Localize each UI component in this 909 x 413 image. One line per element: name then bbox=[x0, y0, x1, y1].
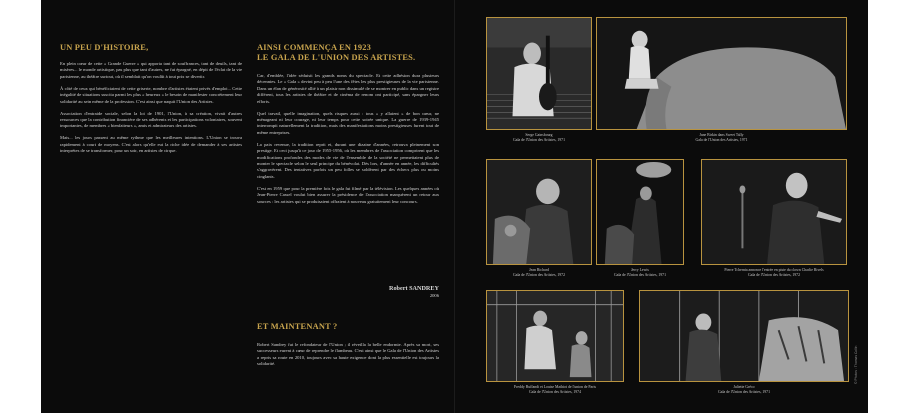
caption-title: Pierre Tchernia annonce l'entrée en piste du clown Charlie Rivels bbox=[724, 268, 824, 272]
history-paragraph: Association d'entraide sociale, selon la loi de 1901, l'Union, à sa création, vivait d'autres ressources que la contribution financière de ses adhérents et les participations volontaires, souvent importantes, de membres « bienfaiteurs », amis et admirateurs des artistes. bbox=[60, 110, 242, 129]
photo-birkin-elephant-image bbox=[597, 18, 846, 129]
photo-jerry-lewis-image bbox=[597, 160, 683, 264]
signature-name: Robert SANDREY bbox=[388, 285, 439, 292]
gala-heading bbox=[257, 43, 415, 63]
now-heading: ET MAINTENANT ? bbox=[257, 322, 338, 331]
history-heading: UN PEU D'HISTOIRE, bbox=[60, 43, 149, 52]
caption-title: Freddy Buffandi et Louise Mathiot de l'union de Paris bbox=[513, 385, 597, 389]
photo-jerry-lewis bbox=[596, 159, 684, 265]
caption-event: Gala de l'Union des Artistes, 1971 bbox=[614, 273, 666, 277]
caption-greco bbox=[639, 385, 849, 395]
gala-heading-line2: LE GALA DE L'UNION DES ARTISTES. bbox=[257, 53, 416, 62]
caption-title: Jean Richard bbox=[529, 268, 549, 272]
gala-text bbox=[257, 73, 439, 211]
caption-jerry-lewis bbox=[596, 268, 684, 278]
history-text bbox=[60, 61, 242, 160]
gala-paragraph: C'est en 1959 que pour la première fois le gala fut filmé par la télévision. Les quelques années où Jean-Pierre Cassel voulut bien assurer la présidence de l'association marquèrent un retour aux sources : les artistes qui se produisaient offraient à nouveau gratuitement leur concours. bbox=[257, 185, 439, 204]
history-paragraph: Mais... les jours passent au même rythme que les meilleures intentions. L'Union se trouva rapidement à court de moyens. C'est alors qu'elle eut la riche idée de demander à ses artistes interprètes de se transformer, pour un soir, en artistes de cirque. bbox=[60, 135, 242, 154]
signature bbox=[341, 285, 439, 299]
caption-event: Gala de l'Union des Artistes, 1971 bbox=[718, 390, 770, 394]
caption-title: Juliette Gréco bbox=[733, 385, 755, 389]
caption-tchernia bbox=[701, 268, 847, 278]
signature-year: 2006 bbox=[429, 293, 439, 298]
now-text bbox=[257, 342, 439, 373]
page-fold bbox=[454, 0, 455, 413]
gala-heading-line1: AINSI COMMENÇA EN 1923 bbox=[257, 43, 371, 52]
photo-buffandi-image bbox=[487, 291, 623, 381]
gala-paragraph: Quel travail, quelle imagination, quels risques aussi : tous « y allaient » de bon cœur, ne ménageant ni leur courage, ni leur temps pour cette soirée unique. La guerre de 1939-1945 interrompit naturellement la tradition, mais des manifestations moins prestigieuses furent tout de même entreprises. bbox=[257, 110, 439, 135]
photo-jean-richard-image bbox=[487, 160, 591, 264]
caption-event: Gala de l'Union des Artistes, 1972 bbox=[513, 273, 565, 277]
photo-birkin-elephant bbox=[596, 17, 847, 130]
caption-event: Gala de l'Union des Artistes, 1971 bbox=[695, 138, 748, 142]
caption-event: Gala de l'Union des Artistes, 1972 bbox=[748, 273, 800, 277]
caption-title: Jane Birkin dans Sweet Tally bbox=[699, 133, 744, 137]
history-paragraph: En plein cœur de cette « Grande Guerre » qui apporta tant de souffrances, tant de deuils, tant de misères... le monde artistique, pas plus que tant d'autres, ne fut épargné, en dépit de l'éclat de la vie parisienne, au théâtre surtout, où il semblait qu'on voulût à tout prix se divertir. bbox=[60, 61, 242, 79]
caption-event: Gala de l'Union des Artistes, 1974 bbox=[529, 390, 581, 394]
photo-tchernia-image bbox=[702, 160, 846, 264]
gala-paragraph: Car, d'emblée, l'idée séduisit les grands noms du spectacle. Et cette adhésion dura plusieurs décennies. Le « Gala » devint peu à peu l'une des fêtes les plus prestigieuses de la vie parisienne. Dans un élan de générosité allié à un plaisir non dissimulé de se montrer en public dans un registre différent, tous les artistes de théâtre et de cinéma de renom ont participé, sans épargner leurs efforts. bbox=[257, 73, 439, 104]
caption-event: Gala de l'Union des Artistes, 1971 bbox=[513, 138, 565, 142]
caption-jean-richard bbox=[486, 268, 592, 278]
photo-tchernia bbox=[701, 159, 847, 265]
photo-credit: © Photos : Thomas Collin bbox=[854, 345, 858, 384]
history-paragraph: À côté de ceux qui bénéficiaient de cette griserie, nombre d'artistes étaient privés d'emploi... Cette inégalité de situations suscita parmi les plus « heureux » le besoin de manifester concrètement leur solidarité au sein même de la profession. C'est ainsi que naquit l'Union des Artistes. bbox=[60, 85, 242, 104]
caption-buffandi bbox=[486, 385, 624, 395]
photo-greco-tiger bbox=[639, 290, 849, 382]
caption-birkin bbox=[596, 133, 847, 143]
gala-paragraph: La paix revenue, la tradition reprit et, durant une dizaine d'années, retrouva pleinement son prestige. Et ceci jusqu'à ce jour de 1955-1956, où les membres de l'association comprirent que les modifications profondes des modes de vie de l'ensemble de la société ne permettaient plus de monter le spectacle selon le seul principe du bénévolat. Dès lors, d'année en année, les difficultés s'aggravèrent. Des tentatives parfois un peu folles se soldèrent par des échecs plus ou moins cinglants. bbox=[257, 141, 439, 179]
caption-title: Serge Gainsbourg bbox=[525, 133, 553, 137]
book-spread bbox=[41, 0, 868, 413]
now-paragraph: Robert Sandrey fut le refondateur de l'Union ; il réveilla la belle endormie. Après sa mort, ses successeurs eurent à cœur de reprendre le flambeau. C'est ainsi que le Gala de l'Union des Artistes a repris sa route en 2010, toujours avec sa haute exigence dont la plus essentielle est toujours la solidarité. bbox=[257, 342, 439, 367]
photo-buffandi bbox=[486, 290, 624, 382]
photo-greco-tiger-image bbox=[640, 291, 848, 381]
photo-jean-richard bbox=[486, 159, 592, 265]
caption-gainsbourg bbox=[486, 133, 592, 143]
photo-gainsbourg bbox=[486, 17, 592, 130]
caption-title: Jerry Lewis bbox=[631, 268, 649, 272]
photo-gainsbourg-image bbox=[487, 18, 591, 129]
